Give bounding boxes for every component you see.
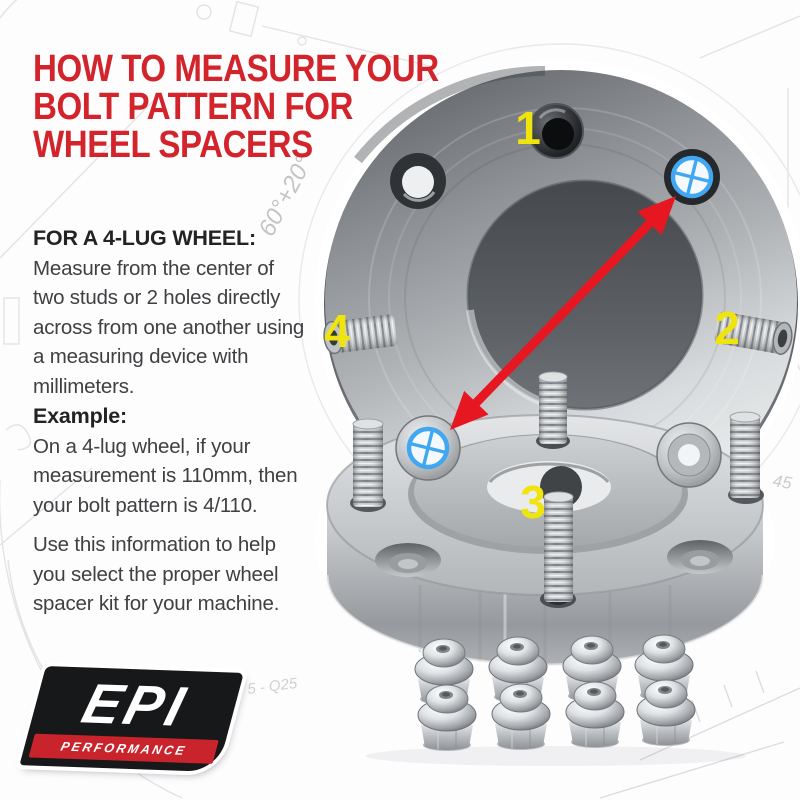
- body-line: Measure from the center of: [33, 256, 274, 280]
- epi-brand-text: EPI: [76, 671, 195, 738]
- body-line: measurement is 110mm, then: [33, 464, 298, 487]
- countersunk-hole-left: [375, 543, 441, 577]
- epi-tagline-text: PERFORMANCE: [59, 739, 189, 758]
- section-heading: FOR A 4-LUG WHEEL:: [33, 226, 256, 250]
- title-line: BOLT PATTERN FOR: [33, 86, 353, 128]
- body-line: you select the proper wheel: [33, 562, 279, 586]
- title-line: HOW TO MEASURE YOUR: [33, 48, 439, 90]
- blueprint-margin-note: 45: [771, 471, 794, 493]
- blueprint-part-note: 5 - Q25: [246, 674, 299, 698]
- body-line: your bolt pattern is 4/110.: [33, 493, 258, 517]
- title-line: WHEEL SPACERS: [33, 124, 313, 166]
- epi-logo-box: [19, 666, 243, 772]
- epi-logo: [19, 666, 243, 772]
- callout-2: 2: [714, 302, 740, 354]
- body-line: millimeters.: [33, 374, 135, 398]
- ring-boss-bottom-right: [657, 423, 721, 487]
- body-line: two studs or 2 holes directly: [33, 286, 281, 309]
- body-line: On a 4-lug wheel, if your: [33, 434, 251, 458]
- body-line: across from one another using: [33, 315, 305, 339]
- section-closing: [33, 530, 279, 619]
- section-heading: Example:: [33, 404, 127, 428]
- body-line: a measuring device with: [33, 345, 249, 368]
- callout-1: 1: [515, 102, 541, 154]
- section-four-lug: [33, 224, 304, 401]
- epi-performance-band: [29, 734, 219, 764]
- body-line: Use this information to help: [33, 533, 276, 556]
- blueprint-angle-note: 60°+20°: [253, 151, 318, 241]
- callout-4: 4: [324, 305, 350, 357]
- section-example: [33, 402, 297, 520]
- body-line: spacer kit for your machine.: [33, 592, 280, 615]
- countersunk-hole-right: [667, 540, 733, 574]
- callout-3: 3: [520, 476, 546, 528]
- page-title: [33, 50, 439, 164]
